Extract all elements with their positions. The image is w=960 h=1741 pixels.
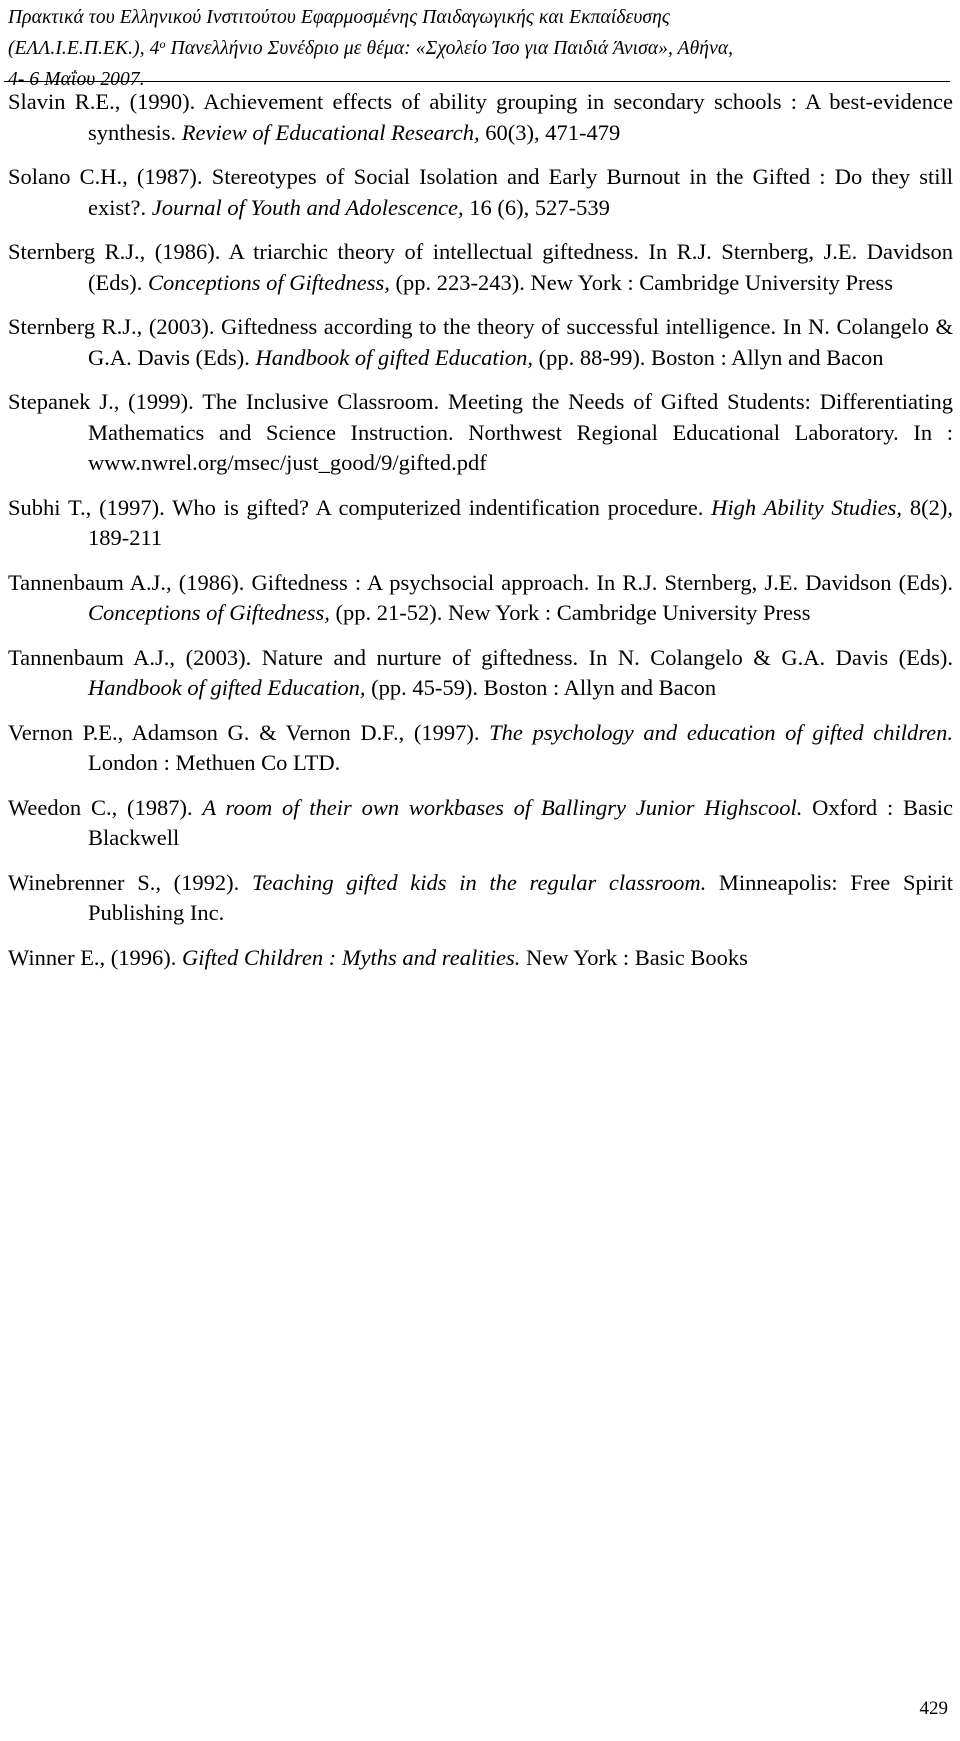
reference-entry-tannenbaum-1986 <box>8 568 953 629</box>
reference-details: (pp. 45-59). Boston : Allyn and Bacon <box>365 675 717 700</box>
reference-text: Weedon C., (1987). <box>8 794 203 820</box>
reference-entry-sternberg-1986 <box>8 237 953 298</box>
reference-entry-winebrenner-1992 <box>8 868 953 929</box>
reference-source-italic: Handbook of gifted Education, <box>88 675 366 700</box>
reference-text: Stepanek J., (1999). The Inclusive Classroom. Meeting the Needs of Gifted Students: Differentiating Mathematics and Science Instruction. Northwest Regional Educational Laboratory. In : www.nwrel.org/msec/just_good/9/gifted.pdf <box>8 389 953 475</box>
reference-entry-sternberg-2003 <box>8 312 953 373</box>
reference-source-italic: Journal of Youth and Adolescence, <box>151 194 464 220</box>
reference-details: (pp. 21-52). New York : Cambridge University Press <box>329 600 811 625</box>
reference-details: Minneapolis: Free Spirit Publishing Inc. <box>88 869 953 925</box>
reference-text: Sternberg R.J., (2003). Giftedness according to the theory of successful intelligence. In N. Colangelo & G.A. Davis (Eds). <box>8 314 953 370</box>
reference-details: 8(2), 189-211 <box>88 494 953 550</box>
reference-details: 16 (6), 527-539 <box>463 194 610 220</box>
reference-text: Tannenbaum A.J., (1986). Giftedness : A psychsocial approach. In R.J. Sternberg, J.E. Davidson (Eds). <box>8 569 953 595</box>
reference-text: Sternberg R.J., (1986). A triarchic theory of intellectual giftedness. In R.J. Sternberg, J.E. Davidson (Eds). <box>8 239 953 295</box>
reference-details: (pp. 223-243). New York : Cambridge University Press <box>389 269 893 295</box>
reference-details: London : Methuen Co LTD. <box>88 750 341 775</box>
reference-source-italic: The psychology and education of gifted children. <box>489 719 953 745</box>
reference-source-italic: Review of Educational Research, <box>181 119 480 145</box>
reference-text: Subhi T., (1997). Who is gifted? A computerized indentification procedure. <box>8 494 712 520</box>
header-line-2 <box>8 33 952 64</box>
page-number: 429 <box>919 1698 948 1719</box>
header-line-3: 4- 6 Μαΐου 2007. <box>8 69 145 90</box>
reference-details: 60(3), 471-479 <box>479 119 621 145</box>
reference-details: Oxford : Basic Blackwell <box>88 794 953 850</box>
reference-source-italic: Teaching gifted kids in the regular classroom. <box>251 869 707 895</box>
reference-text: Winner E., (1996). <box>8 944 183 970</box>
reference-entry-stepanek-1999 <box>8 387 953 479</box>
ordinal-superscript: ο <box>159 37 166 51</box>
reference-text: Winebrenner S., (1992). <box>8 869 252 895</box>
reference-text: Solano C.H., (1987). Stereotypes of Social Isolation and Early Burnout in the Gifted : Do they still exist?. <box>8 164 953 220</box>
reference-entry-subhi-1997 <box>8 493 953 554</box>
reference-source-italic: Conceptions of Giftedness, <box>88 600 330 625</box>
reference-entry-slavin-1990 <box>8 87 953 148</box>
reference-source-italic: High Ability Studies, <box>711 494 903 520</box>
header-line-1: Πρακτικά του Ελληνικού Ινστιτούτου Εφαρμοσμένης Παιδαγωγικής και Εκπαίδευσης <box>8 7 670 28</box>
reference-source-italic: Gifted Children : Myths and realities. <box>182 944 521 970</box>
reference-source-italic: Conceptions of Giftedness, <box>148 269 390 295</box>
header-line-2-part-a: (ΕΛΛ.Ι.Ε.Π.ΕΚ.), 4 <box>8 38 160 59</box>
reference-entry-winner-1996 <box>8 943 953 974</box>
header-divider <box>4 81 950 82</box>
reference-details: New York : Basic Books <box>520 944 748 970</box>
reference-entry-weedon-1987 <box>8 793 953 854</box>
reference-entry-tannenbaum-2003 <box>8 643 953 704</box>
reference-source-italic: A room of their own workbases of Ballingry Junior Highscool. <box>202 794 803 820</box>
reference-details: (pp. 88-99). Boston : Allyn and Bacon <box>532 344 884 370</box>
reference-text: Vernon P.E., Adamson G. & Vernon D.F., (1997). <box>8 719 490 745</box>
reference-text: Slavin R.E., (1990). Achievement effects of ability grouping in secondary schools : A best-evidence synthesis. <box>8 89 953 145</box>
reference-list <box>8 87 953 973</box>
header-line-2-part-b: Πανελλήνιο Συνέδριο με θέμα: «Σχολείο Ίσο για Παιδιά Άνισα», Αθήνα, <box>165 38 734 59</box>
reference-text: Tannenbaum A.J., (2003). Nature and nurture of giftedness. In N. Colangelo & G.A. Davis (Eds). <box>8 644 953 670</box>
reference-entry-solano-1987 <box>8 162 953 223</box>
reference-entry-vernon-1997 <box>8 718 953 779</box>
reference-source-italic: Handbook of gifted Education, <box>255 344 533 370</box>
